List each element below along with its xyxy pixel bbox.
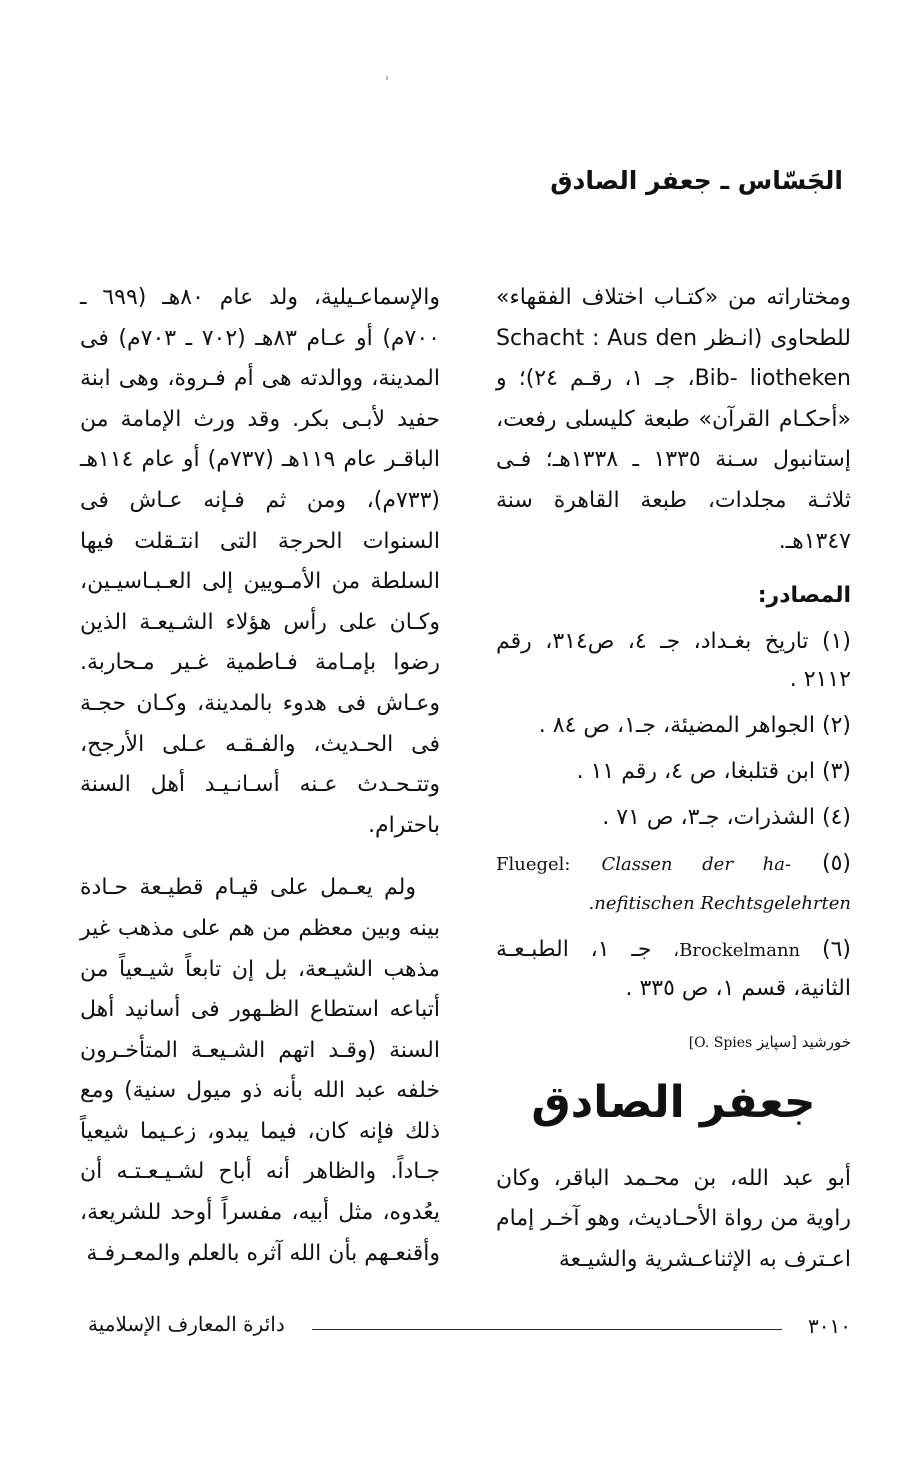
source-5-title: Classen der ha- nefitischen Rechtsgelehrten. xyxy=(588,853,851,914)
source-item-5 xyxy=(496,845,851,923)
author-arabic: خورشيد [سپايز xyxy=(757,1032,851,1051)
footer-rule xyxy=(312,1329,782,1330)
source-item-4: (٤) الشذرات، جـ٣، ص ٧١ . xyxy=(602,804,851,830)
author-latin: O. Spies] xyxy=(688,1034,753,1051)
source-6-number: (٦) xyxy=(821,936,851,962)
source-item-2: (٢) الجواهر المضيئة، جـ١، ص ٨٤ . xyxy=(538,712,851,738)
right-column xyxy=(496,278,851,1281)
source-6-details: جـ ١، الطبـعـة الثانية، قسم ١، ص ٣٣٥ . xyxy=(496,936,851,1001)
sources-heading: المصادر: xyxy=(757,583,851,609)
source-5-author: Fluegel: xyxy=(496,853,571,875)
article-opening: أبو عبد الله، بن محـمد الباقر، وكان راوية من رواة الأحـاديث، وهو آخـر إمام اعـترف به الإثناعـشرية والشيـعة xyxy=(496,1165,851,1272)
body-paragraph-2: ولم يعـمل على قيـام قطيـعة حـادة بينه وبين معظم من هم على مذهب غير مذهب الشيـعة، بل إن تابعاً شيـعياً من أتباعه استطاع الظـهور فى أسانيد أهل السنة (وقـد اتهم الشـيعـة المتأخـرون خلفه عبد الله بأنه ذو ميول سنية) ومع ذلك فإنه كان، فيما يبدو، زعـيما شيعياً جـاداً. والظاهر أنه أباح لشـيـعـتـه أن يعُدوه، مثل أبيه، مفسراً أوحد للشريعة، وأقنعـهم بأن الله آثره بالعلم والمعـرفـة xyxy=(80,875,440,1266)
journal-name: دائرة المعارف الإسلامية xyxy=(88,1312,285,1336)
article-title: جعفر الصادق xyxy=(531,1076,816,1128)
source-item-1: (١) تاريخ بغـداد، جـ ٤، ص٣١٤، رقم ٢١١٢ . xyxy=(496,628,851,692)
source-5-number: (٥) xyxy=(821,850,851,876)
article-author xyxy=(496,1030,851,1055)
running-head: الجَسّاس ـ جعفر الصادق xyxy=(550,166,843,195)
page-number: ٣٠١٠ xyxy=(808,1314,851,1338)
scan-mark xyxy=(386,76,388,80)
body-paragraph-1: والإسماعـيلية، ولد عام ٨٠هـ (٦٩٩ ـ ٧٠٠م) أو عـام ٨٣هـ (٧٠٢ ـ ٧٠٣م) فى المدينة، ووالدته هى أم فـروة، وهى ابنة حفيد لأبـى بكر. وقد ورث الإمامة من الباقـر عام ١١٩هـ (٧٣٧م) أو عام ١١٤هـ (٧٣٣م)، ومن ثم فـإنه عـاش فى السنوات الحرجة التى انتـقلت فيها السلطة من الأمـويين إلى العـبـاسيـين، وكـان على رأس هؤلاء الشـيعـة الذين رضوا بإمـامة فـاطمية غـير مـحاربة. وعـاش فى هدوء بالمدينة، وكـان حجـة فى الحـديث، والفـقـه عـلى الأرجح، وتتـحـدث عـنه أسـانـيـد أهل السنة باحترام. xyxy=(80,285,441,838)
intro-paragraph: ومختاراته من «كتـاب اختلاف الفقهاء» للطحاوى (انـظر Schacht : Aus den Bib- liotheken، جـ ١، رقـم ٢٤)؛ و «أحكـام القرآن» طبعة كليسلى رفعت، إستانبول سـنة ١٣٣٥ ـ ١٣٣٨هـ؛ فـى ثلاثـة مجلدات، طبعة القاهرة سنة ١٣٤٧هـ. xyxy=(496,285,851,554)
left-column xyxy=(80,278,440,1274)
source-item-3: (٣) ابن قتلبغا، ص ٤، رقم ١١ . xyxy=(576,758,851,784)
source-item-6 xyxy=(496,931,851,1008)
source-6-author: Brockelmann، xyxy=(673,939,801,961)
